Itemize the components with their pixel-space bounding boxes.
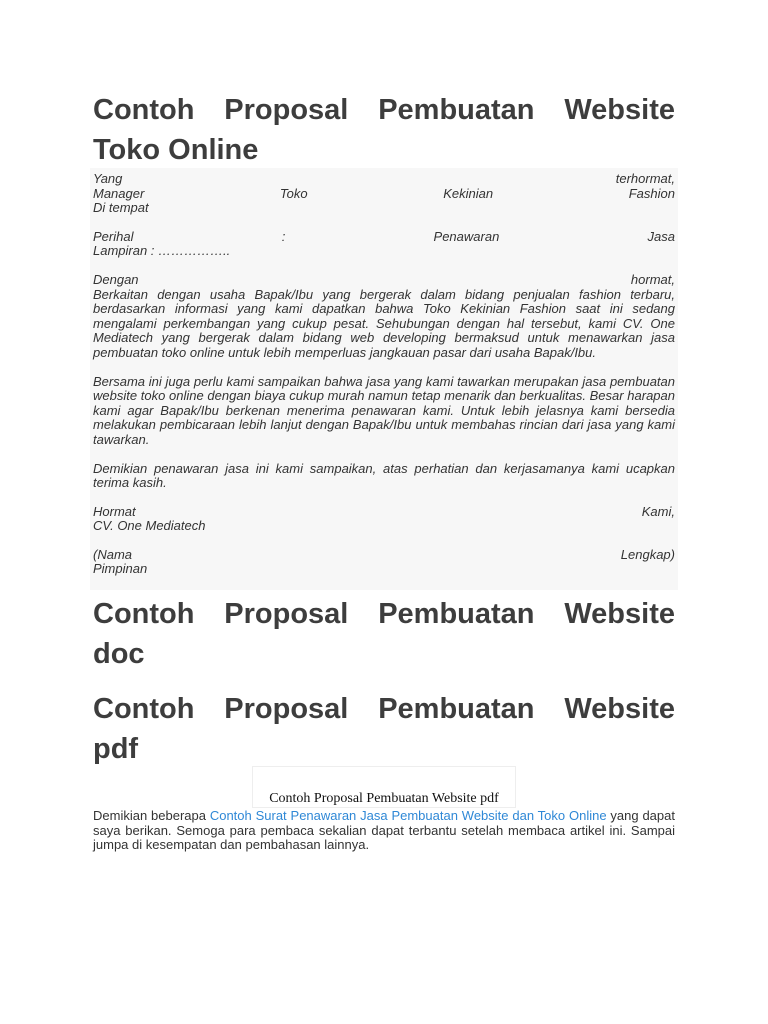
letter-place: Di tempat [93, 200, 149, 216]
heading-line2: pdf [93, 733, 139, 765]
heading-word: Website [564, 598, 675, 630]
heading-line2: Toko Online [93, 134, 259, 166]
letter-signname: (Nama Lengkap) [93, 546, 675, 562]
heading-word: Pembuatan [378, 598, 535, 630]
letter-regards: Hormat Kami, [93, 503, 675, 519]
heading-word: Contoh [93, 94, 195, 126]
heading-toko-online [93, 90, 675, 170]
image-caption: Contoh Proposal Pembuatan Website pdf [269, 791, 499, 806]
letter-paragraph-2: Bersama ini juga perlu kami sampaikan bahwa jasa yang kami tawarkan merupakan jasa pembuatan website toko online dengan biaya cukup murah namun tetap menarik dan berkualitas. Besar harapan kami agar Bapak/Ibu berkenan menerima penawaran kami. Untuk lebih jelasnya kami bersedia melakukan pembicaraan lebih lanjut dengan Bapak/Ibu untuk membahas rincian dari jasa yang kami tawarkan. [93, 373, 675, 447]
heading-pdf [93, 689, 675, 769]
letter-block [90, 168, 678, 590]
letter-title: Pimpinan [93, 561, 148, 577]
letter-paragraph-3: Demikian penawaran jasa ini kami sampaikan, atas perhatian dan kerjasamanya kami ucapkan terima kasih. [93, 460, 675, 491]
related-article-link[interactable]: Contoh Surat Penawaran Jasa Pembuatan Website dan Toko Online [209, 808, 607, 823]
heading-word: Pembuatan [378, 94, 535, 126]
letter-company: CV. One Mediatech [93, 518, 206, 534]
letter-perihal: Perihal : Penawaran Jasa [93, 228, 675, 244]
heading-line2: doc [93, 638, 145, 670]
heading-word: Website [564, 693, 675, 725]
letter-salutation: Yang terhormat, [93, 171, 675, 186]
heading-doc [93, 594, 675, 674]
heading-word: Contoh [93, 598, 195, 630]
embedded-image-frame [252, 766, 516, 808]
heading-word: Website [564, 94, 675, 126]
letter-paragraph-1: Berkaitan dengan usaha Bapak/Ibu yang bergerak dalam bidang penjualan fashion terbaru, berdasarkan informasi yang kami dapatkan bahwa Toko Kekinian Fashion saat ini sedang mengalami perkembangan yang cukup pesat. Sehubungan dengan hal tersebut, kami CV. One Mediatech yang bergerak dalam bidang web developing bermaksud untuk menawarkan jasa pembuatan toko online untuk lebih memperluas jangkauan pasar dari usaha Bapak/Ibu. [93, 286, 675, 360]
heading-word: Pembuatan [378, 693, 535, 725]
letter-recipient: Manager Toko Kekinian Fashion [93, 185, 675, 201]
letter-lampiran: Lampiran : …………….. [93, 243, 231, 259]
heading-word: Proposal [224, 693, 349, 725]
heading-word: Proposal [224, 598, 349, 630]
closing-paragraph: Demikian beberapa Contoh Surat Penawaran Jasa Pembuatan Website dan Toko Online yang dapat saya berikan. Semoga para pembaca sekalian dapat terbantu setelah membaca artikel ini. Sampai jumpa di kesempatan dan pembahasan lainnya. [93, 808, 675, 853]
heading-word: Proposal [224, 94, 349, 126]
heading-word: Contoh [93, 693, 195, 725]
letter-greeting: Dengan hormat, [93, 271, 675, 287]
